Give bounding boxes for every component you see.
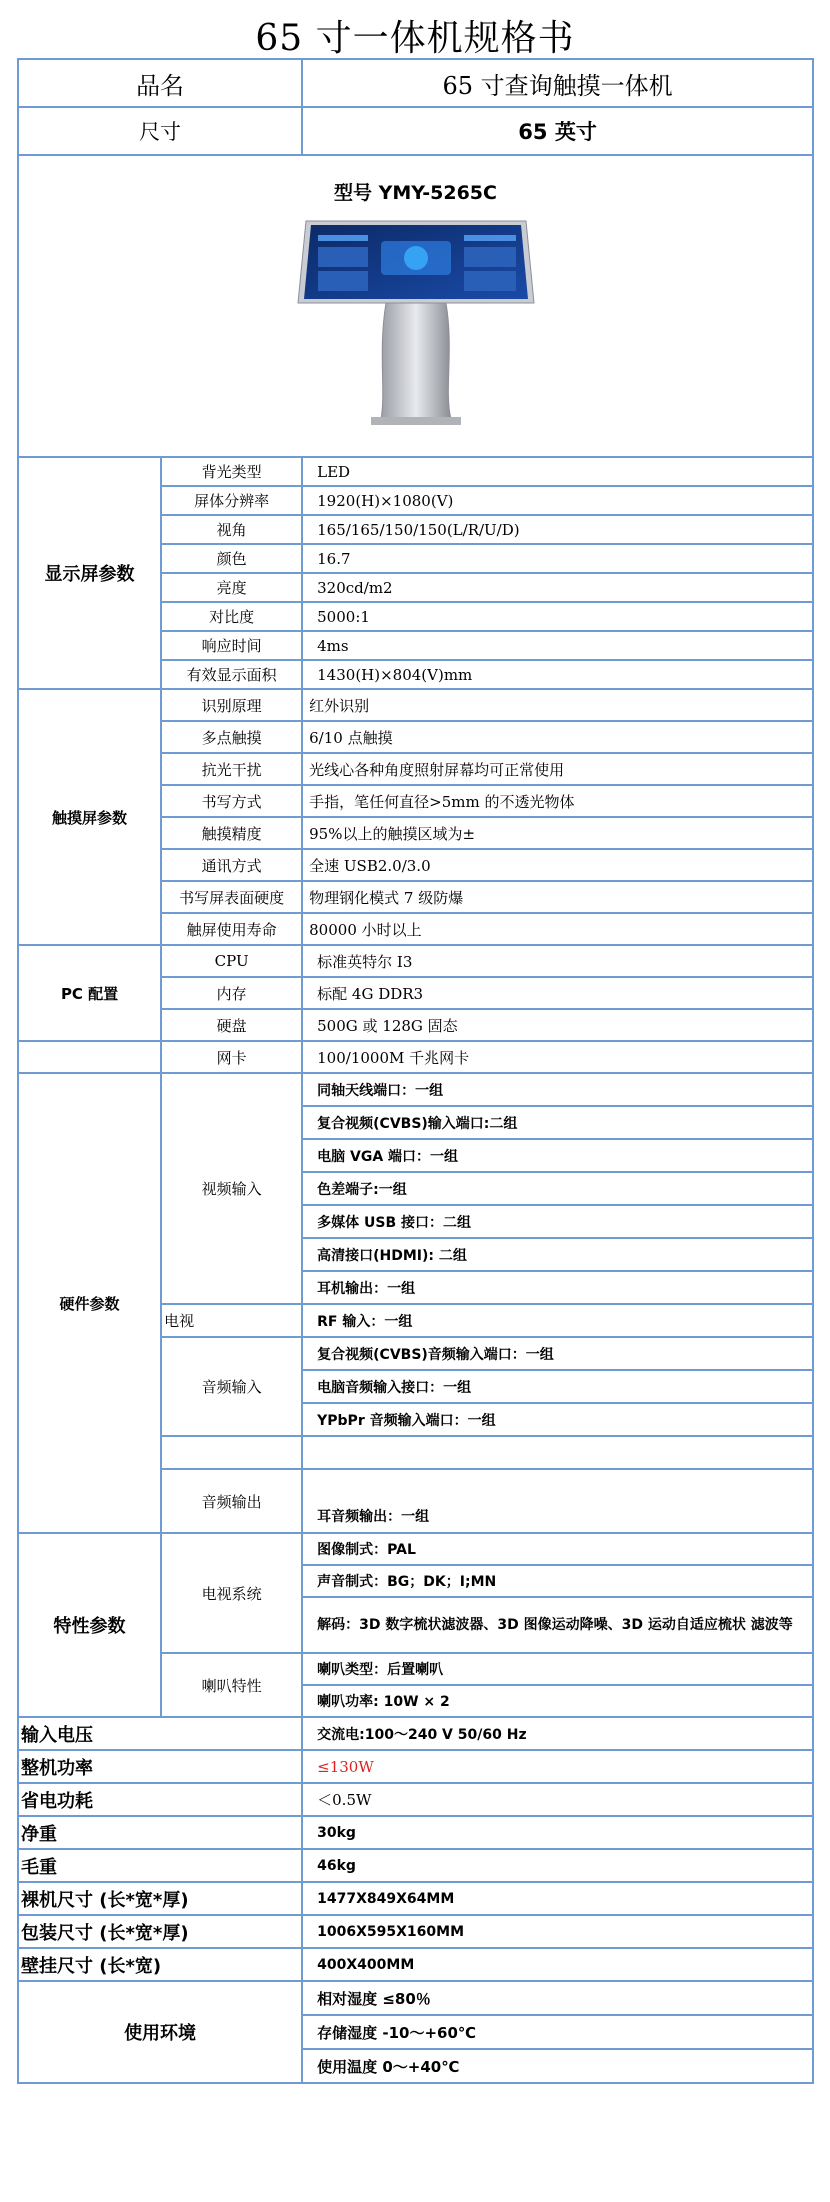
- page-title: 65 寸一体机规格书: [255, 18, 575, 59]
- spec-value: 46kg: [302, 1849, 813, 1882]
- spec-value: 80000 小时以上: [302, 913, 813, 945]
- spec-value: 复合视频(CVBS)音频输入端口：一组: [302, 1337, 813, 1370]
- empty-cell: [161, 1436, 302, 1469]
- spec-label: 有效显示面积: [161, 660, 302, 689]
- spec-value: 图像制式：PAL: [302, 1533, 813, 1565]
- spec-value: 红外识别: [302, 689, 813, 721]
- pc-row: [18, 1041, 813, 1073]
- spec-label: 省电功耗: [18, 1783, 302, 1816]
- spec-label: 通讯方式: [161, 849, 302, 881]
- environment-group-label: 使用环境: [18, 1981, 302, 2083]
- empty-cell: [18, 1041, 161, 1073]
- spec-value: 16.7: [302, 544, 813, 573]
- spec-value: 1477X849X64MM: [302, 1882, 813, 1915]
- tv-label: 电视: [161, 1304, 302, 1337]
- spec-value: 手指，笔任何直径>5mm 的不透光物体: [302, 785, 813, 817]
- touch-group-label: 触摸屏参数: [18, 689, 161, 945]
- spec-value: 耳音频输出：一组: [302, 1469, 813, 1533]
- audio-output-label: 音频输出: [161, 1469, 302, 1533]
- spec-value: 同轴天线端口：一组: [302, 1073, 813, 1106]
- spec-label: 颜色: [161, 544, 302, 573]
- display-group-label: 显示屏参数: [18, 457, 161, 689]
- spec-value: YPbPr 音频输入端口：一组: [302, 1403, 813, 1436]
- spec-label: 对比度: [161, 602, 302, 631]
- spec-value: 光线心各种角度照射屏幕均可正常使用: [302, 753, 813, 785]
- spec-value: 1430(H)×804(V)mm: [302, 660, 813, 689]
- spec-value: 1920(H)×1080(V): [302, 486, 813, 515]
- spec-label: 触屏使用寿命: [161, 913, 302, 945]
- spec-value: ≤130W: [302, 1750, 813, 1783]
- spec-label: 响应时间: [161, 631, 302, 660]
- spec-value: 色差端子:一组: [302, 1172, 813, 1205]
- general-row: [18, 1783, 813, 1816]
- spec-label: 多点触摸: [161, 721, 302, 753]
- spec-value: 物理钢化模式 7 级防爆: [302, 881, 813, 913]
- spec-value: 交流电:100～240 V 50/60 Hz: [302, 1717, 813, 1750]
- spec-value: 解码：3D 数字梳状滤波器、3D 图像运动降噪、3D 运动自适应梳状 滤波等: [302, 1597, 813, 1653]
- spec-label: 内存: [161, 977, 302, 1009]
- spec-value: 95%以上的触摸区域为±: [302, 817, 813, 849]
- spec-label: 裸机尺寸 (长*宽*厚): [18, 1882, 302, 1915]
- spec-label: CPU: [161, 945, 302, 977]
- spec-label: 屏体分辨率: [161, 486, 302, 515]
- spec-value: 多媒体 USB 接口：二组: [302, 1205, 813, 1238]
- spec-value: LED: [302, 457, 813, 486]
- name-label: 品名: [18, 59, 302, 107]
- row-product-image: [18, 155, 813, 457]
- general-row: [18, 1750, 813, 1783]
- spec-label: 背光类型: [161, 457, 302, 486]
- spec-value: 标准英特尔 I3: [302, 945, 813, 977]
- model-number: 型号 YMY-5265C: [334, 181, 497, 204]
- spec-value: 1006X595X160MM: [302, 1915, 813, 1948]
- audio-input-label: 音频输入: [161, 1337, 302, 1436]
- size-value: 65 英寸: [302, 107, 813, 155]
- features-group-label: 特性参数: [18, 1533, 161, 1717]
- general-row: [18, 1849, 813, 1882]
- speaker-label: 喇叭特性: [161, 1653, 302, 1717]
- spec-value: 喇叭类型：后置喇叭: [302, 1653, 813, 1685]
- spec-value: 4ms: [302, 631, 813, 660]
- spec-value: ＜0.5W: [302, 1783, 813, 1816]
- spec-label: 触摸精度: [161, 817, 302, 849]
- spec-label: 硬盘: [161, 1009, 302, 1041]
- hardware-row: [18, 1073, 813, 1106]
- environment-row: [18, 1981, 813, 2015]
- product-image-cell: [18, 155, 813, 457]
- spec-value: 165/165/150/150(L/R/U/D): [302, 515, 813, 544]
- feature-row: [18, 1533, 813, 1565]
- tv-system-label: 电视系统: [161, 1533, 302, 1653]
- spec-value: 高清接口(HDMI): 二组: [302, 1238, 813, 1271]
- spec-label: 输入电压: [18, 1717, 302, 1750]
- general-row: [18, 1816, 813, 1849]
- spec-value: 电脑 VGA 端口：一组: [302, 1139, 813, 1172]
- spec-value: 声音制式：BG；DK；I;MN: [302, 1565, 813, 1597]
- spec-label: 整机功率: [18, 1750, 302, 1783]
- name-value: 65 寸查询触摸一体机: [302, 59, 813, 107]
- spec-label: 视角: [161, 515, 302, 544]
- spec-value: 全速 USB2.0/3.0: [302, 849, 813, 881]
- spec-label: 壁挂尺寸 (长*宽): [18, 1948, 302, 1981]
- spec-value: 电脑音频输入接口：一组: [302, 1370, 813, 1403]
- pc-group-label: PC 配置: [18, 945, 161, 1041]
- spec-value: 320cd/m2: [302, 573, 813, 602]
- spec-value: 存储湿度 -10～+60℃: [302, 2015, 813, 2049]
- video-input-label: 视频输入: [161, 1073, 302, 1304]
- spec-value: 400X400MM: [302, 1948, 813, 1981]
- spec-value: 相对湿度 ≤80％: [302, 1981, 813, 2015]
- size-label: 尺寸: [18, 107, 302, 155]
- spec-value: 100/1000M 千兆网卡: [302, 1041, 813, 1073]
- general-row: [18, 1882, 813, 1915]
- spec-label: 识别原理: [161, 689, 302, 721]
- general-row: [18, 1717, 813, 1750]
- pc-row: [18, 945, 813, 977]
- spec-value: 5000:1: [302, 602, 813, 631]
- spec-value: 喇叭功率: 10W × 2: [302, 1685, 813, 1717]
- spec-table: [17, 58, 814, 2084]
- general-row: [18, 1948, 813, 1981]
- spec-value: RF 输入：一组: [302, 1304, 813, 1337]
- display-row: [18, 457, 813, 486]
- empty-cell: [302, 1436, 813, 1469]
- spec-label: 网卡: [161, 1041, 302, 1073]
- spec-value: 6/10 点触摸: [302, 721, 813, 753]
- spec-label: 净重: [18, 1816, 302, 1849]
- spec-value: 复合视频(CVBS)输入端口:二组: [302, 1106, 813, 1139]
- general-row: [18, 1915, 813, 1948]
- spec-label: 书写屏表面硬度: [161, 881, 302, 913]
- spec-label: 抗光干扰: [161, 753, 302, 785]
- spec-value: 标配 4G DDR3: [302, 977, 813, 1009]
- kiosk-image: [286, 211, 546, 431]
- row-product-name: [18, 59, 813, 107]
- spec-label: 书写方式: [161, 785, 302, 817]
- spec-label: 亮度: [161, 573, 302, 602]
- hardware-group-label: 硬件参数: [18, 1073, 161, 1533]
- spec-value: 使用温度 0～+40℃: [302, 2049, 813, 2083]
- row-size: [18, 107, 813, 155]
- touch-row: [18, 689, 813, 721]
- spec-value: 500G 或 128G 固态: [302, 1009, 813, 1041]
- spec-value: 30kg: [302, 1816, 813, 1849]
- spec-value: 耳机输出：一组: [302, 1271, 813, 1304]
- spec-label: 包装尺寸 (长*宽*厚): [18, 1915, 302, 1948]
- spec-label: 毛重: [18, 1849, 302, 1882]
